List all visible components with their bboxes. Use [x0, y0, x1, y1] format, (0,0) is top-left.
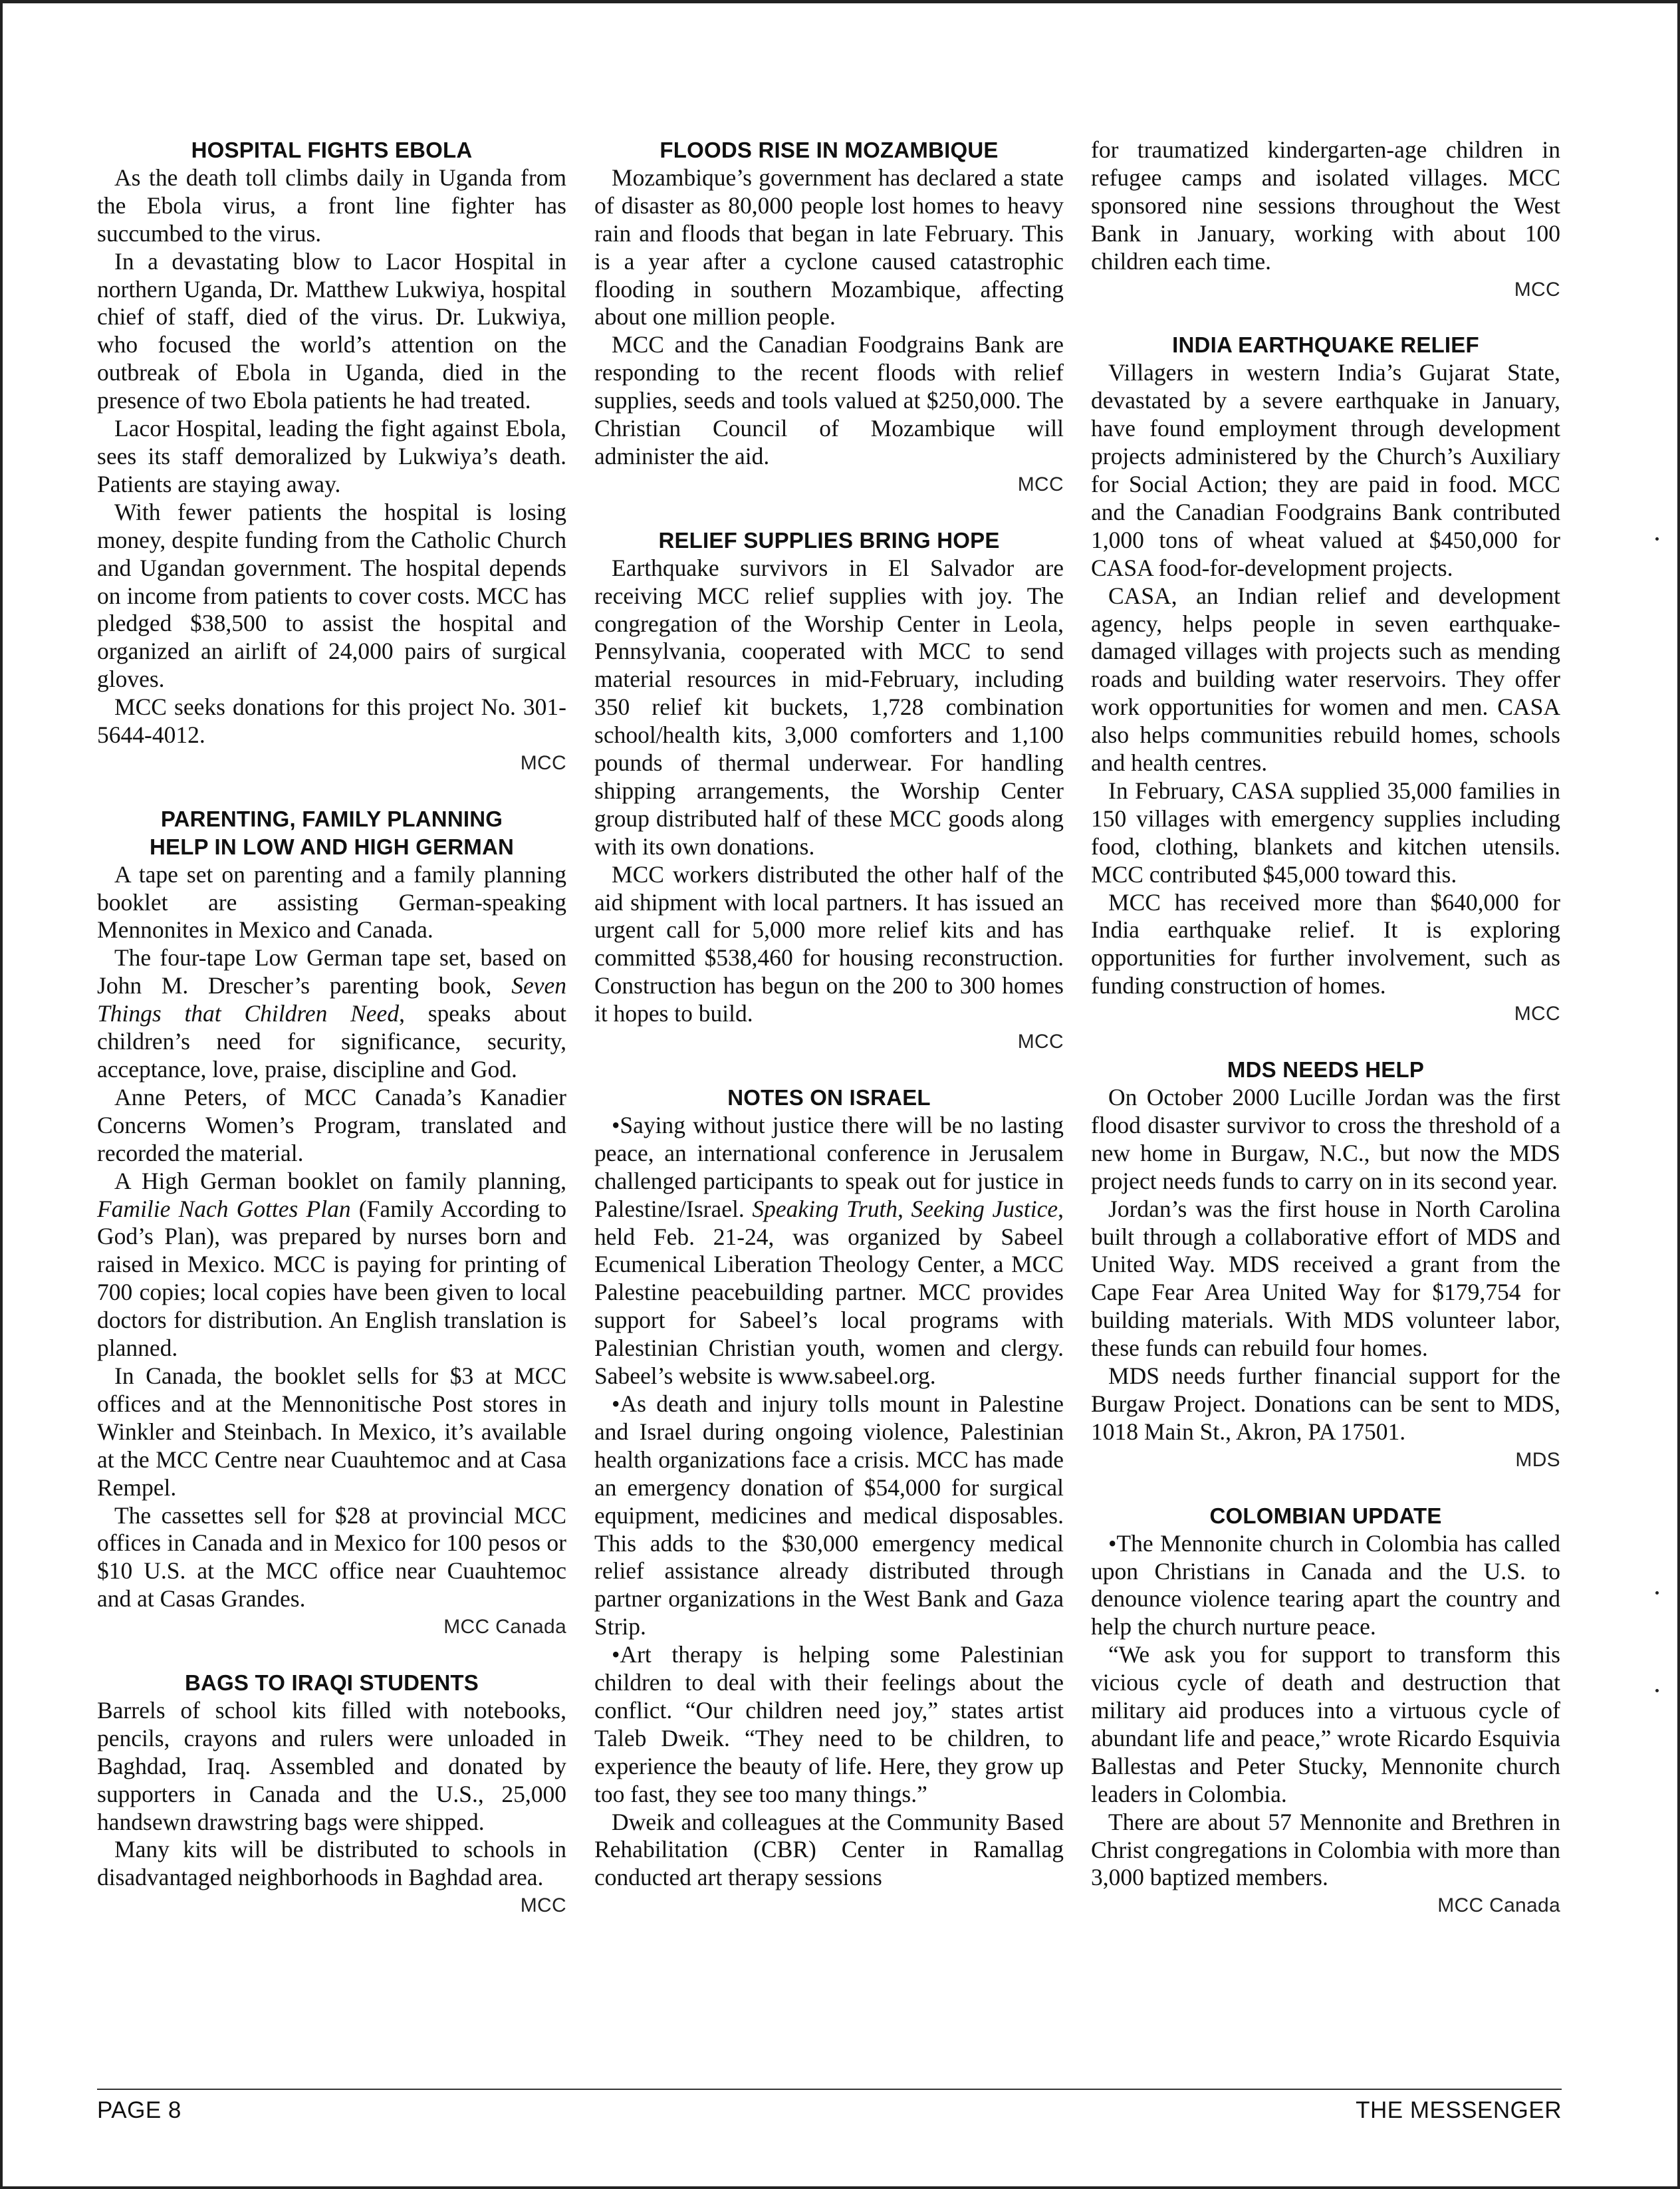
paragraph: With fewer patients the hospital is losing money, despite funding from the Catholic Church and Ugandan government. The hospital depends on income from patients to cover costs. MCC has pledged $38,500 to assist the hospital and organized an airlift of 24,000 pairs of surgical gloves.	[97, 498, 566, 693]
paragraph: As the death toll climbs daily in Uganda from the Ebola virus, a front line fighter has succumbed to the virus.	[97, 164, 566, 247]
paragraph: Earthquake survivors in El Salvador are receiving MCC relief supplies with joy. The congregation of the Worship Center in Leola, Pennsylvania, cooperated with MCC to send material resources in mid-February, including 350 relief kit buckets, 1,728 combination school/health kits, 3,000 comforters and 1,100 pounds of thermal underwear. For handling shipping arrangements, the Worship Center group distributed half of these MCC goods along with its own donations.	[594, 554, 1064, 860]
paragraph: Many kits will be distributed to schools in disadvantaged neighborhoods in Baghdad area.	[97, 1836, 566, 1891]
credit-line: MCC	[520, 751, 566, 774]
paragraph: for traumatized kindergarten-age children in refugee camps and isolated villages. MCC sponsored nine sessions throughout the West Bank in January, working with about 100 children each time.	[1091, 136, 1560, 275]
paragraph: •The Mennonite church in Colombia has called upon Christians in Canada and the U.S. to denounce violence tearing apart the country and help the church nurture peace.	[1091, 1529, 1560, 1640]
paragraph: In a devastating blow to Lacor Hospital in northern Uganda, Dr. Matthew Lukwiya, hospital chief of staff, died of the virus. Dr. Lukwiya, who focused the world’s attention on the outbreak of Ebola in Uganda, died in the presence of two Ebola patients he had treated.	[97, 247, 566, 414]
article-relief-supplies-bring-hope	[594, 527, 1064, 1056]
credit-line: MDS	[1515, 1448, 1560, 1471]
headline: FLOODS RISE IN MOZAMBIQUE	[660, 138, 999, 162]
headline: INDIA EARTHQUAKE RELIEF	[1172, 332, 1479, 358]
credit-line: MCC	[1514, 278, 1560, 301]
paragraph: On October 2000 Lucille Jordan was the first flood disaster survivor to cross the threshold of a new home in Burgaw, N.C., but now the MDS project needs funds to carry on in its second year.	[1091, 1084, 1560, 1194]
paragraph: Villagers in western India’s Gujarat State, devastated by a severe earthquake in January, have found employment through development projects administered by the Church’s Auxiliary for Social Action; they are paid in food. MCC and the Canadian Foodgrains Bank contributed 1,000 tons of wheat valued at $450,000 for CASA food-for-development projects.	[1091, 359, 1560, 581]
credit-line: MCC	[520, 1894, 566, 1917]
article-colombian-update	[1091, 1502, 1560, 1920]
paragraph: •Saying without justice there will be no lasting peace, an international conference in Jerusalem challenged participants to speak out for justice in Palestine/Israel. Speaking Truth, Seeking Justice, held Feb. 21-24, was organized by Sabeel Ecumenical Liberation Theology Center, a MCC Palestine peacebuilding partner. MCC provides support for Sabeel’s local programs with Palestinian Christian youth, women and clergy. Sabeel’s website is www.sabeel.org.	[594, 1111, 1064, 1390]
credit-line: MCC	[1514, 1003, 1560, 1025]
paragraph: The four-tape Low German tape set, based on John M. Drescher’s parenting book, Seven Things that Children Need, speaks about children’s need for significance, security, acceptance, love, praise, discipline and God.	[97, 944, 567, 1083]
paragraph: •As death and injury tolls mount in Palestine and Israel during ongoing violence, Palestinian health organizations face a crisis. MCC has made an emergency donation of $54,000 for surgical equipment, medicines and medical disposables. This adds to the $30,000 emergency medical relief assistance already distributed through partner organizations in the West Bank and Gaza Strip.	[594, 1390, 1064, 1640]
paragraph: •Art therapy is helping some Palestinian children to deal with their feelings about the conflict. “Our children need joy,” states artist Taleb Dweik. “They need to be children, to experience the beauty of life. Here, they grow up too fast, they see too many things.”	[594, 1641, 1064, 1807]
article-india-earthquake-relief	[1091, 331, 1560, 1028]
italic-title: Familie Nach Gottes Plan	[97, 1195, 351, 1222]
headline-line: HELP IN LOW AND HIGH GERMAN	[149, 834, 515, 859]
column-1	[97, 136, 566, 1920]
paragraph: There are about 57 Mennonite and Brethren in Christ congregations in Colombia with more than 3,000 baptized members.	[1091, 1808, 1560, 1891]
article-notes-on-israel-continued	[1091, 136, 1560, 303]
paragraph: Anne Peters, of MCC Canada’s Kanadier Concerns Women’s Program, translated and recorded the material.	[97, 1083, 566, 1166]
column-3	[1091, 136, 1560, 1920]
credit-line: MCC Canada	[1437, 1894, 1560, 1917]
article-notes-on-israel	[594, 1084, 1064, 1892]
page-number: PAGE 8	[97, 2097, 181, 2123]
article-bags-to-iraqi-students	[97, 1669, 566, 1920]
paragraph: The cassettes sell for $28 at provincial MCC offices in Canada and in Mexico for 100 pesos or $10 U.S. at the MCC office near Cuauhtemoc and at Casas Grandes.	[97, 1501, 566, 1612]
headline: MDS NEEDS HELP	[1227, 1057, 1425, 1083]
paragraph: CASA, an Indian relief and development agency, helps people in seven earthquake-damaged villages with projects such as mending roads and building water reservoirs. They offer work opportunities for women and men. CASA also helps communities rebuild homes, schools and health centres.	[1091, 582, 1560, 777]
paragraph: A tape set on parenting and a family planning booklet are assisting German-speaking Mennonites in Mexico and Canada.	[97, 860, 566, 944]
paragraph: A High German booklet on family planning, Familie Nach Gottes Plan (Family According to God’s Plan), was prepared by nurses born and raised in Mexico. MCC is paying for printing of 700 copies; local copies have been given to local doctors for distribution. An English translation is planned.	[97, 1167, 566, 1362]
paragraph: Dweik and colleagues at the Community Based Rehabilitation (CBR) Center in Ramallag conducted art therapy sessions	[594, 1808, 1064, 1891]
headline: RELIEF SUPPLIES BRING HOPE	[658, 527, 1000, 553]
paragraph: Jordan’s was the first house in North Carolina built through a collaborative effort of MDS and United Way. MDS received a grant from the Cape Fear Area United Way for $179,754 for building materials. With MDS volunteer labor, these funds can rebuild four homes.	[1091, 1195, 1560, 1362]
scan-speck	[1655, 1689, 1659, 1692]
credit-line: MCC Canada	[443, 1616, 566, 1638]
article-parenting-family-planning	[97, 805, 566, 1641]
headline-line: PARENTING, FAMILY PLANNING	[160, 806, 503, 831]
paragraph: MDS needs further financial support for the Burgaw Project. Donations can be sent to MDS, 1018 Main St., Akron, PA 17501.	[1091, 1362, 1560, 1445]
headline: BAGS TO IRAQI STUDENTS	[185, 1670, 479, 1696]
italic-title: Speaking Truth, Seeking Justice	[752, 1195, 1058, 1222]
article-hospital-fights-ebola	[97, 136, 566, 777]
column-2	[594, 136, 1064, 1892]
footer-rule	[97, 2089, 1562, 2090]
paragraph: In February, CASA supplied 35,000 families in 150 villages with emergency supplies including food, clothing, blankets and kitchen utensils. MCC contributed $45,000 toward this.	[1091, 777, 1560, 888]
paragraph: Barrels of school kits filled with notebooks, pencils, crayons and rulers were unloaded in Baghdad, Iraq. Assembled and donated by supporters in Canada and the U.S., 25,000 handsewn drawstring bags were shipped.	[97, 1696, 566, 1835]
paragraph: MCC seeks donations for this project No. 301-5644-4012.	[97, 694, 566, 749]
paragraph: Mozambique’s government has declared a state of disaster as 80,000 people lost homes to heavy rain and floods that began in late February. This is a year after a cyclone caused catastrophic flooding in southern Mozambique, affecting about one million people.	[594, 164, 1064, 330]
headline	[97, 805, 566, 861]
article-floods-rise-in-mozambique	[594, 136, 1064, 499]
paragraph: “We ask you for support to transform this vicious cycle of death and destruction that military aid produces into a virtuous cycle of abundant life and peace,” wrote Ricardo Esquivia Ballestas and Peter Stucky, Mennonite church leaders in Colombia.	[1091, 1641, 1560, 1807]
paragraph: MCC workers distributed the other half of the aid shipment with local partners. It has issued an urgent call for 5,000 more relief kits and has committed $538,460 for housing reconstruction. Construction has begun on the 200 to 300 homes it hopes to build.	[594, 860, 1064, 1027]
italic-title: Seven Things that Children Need	[97, 972, 566, 1027]
paragraph: Lacor Hospital, leading the fight against Ebola, sees its staff demoralized by Lukwiya’s death. Patients are staying away.	[97, 415, 566, 497]
publication-name: THE MESSENGER	[1356, 2097, 1562, 2123]
credit-line: MCC	[1017, 473, 1064, 495]
paragraph: In Canada, the booklet sells for $3 at MCC offices and at the Mennonitische Post stores in Winkler and Steinbach. In Mexico, it’s available at the MCC Centre near Cuauhtemoc and at Casa Rempel.	[97, 1362, 566, 1501]
headline: NOTES ON ISRAEL	[727, 1085, 931, 1110]
paragraph: MCC has received more than $640,000 for India earthquake relief. It is exploring opportunities for further involvement, such as funding construction of homes.	[1091, 888, 1560, 999]
scan-speck	[1655, 537, 1659, 541]
article-mds-needs-help	[1091, 1056, 1560, 1474]
headline: HOSPITAL FIGHTS EBOLA	[191, 138, 473, 162]
scan-speck	[1655, 1591, 1659, 1595]
paragraph: MCC and the Canadian Foodgrains Bank are responding to the recent floods with relief supplies, seeds and tools valued at $250,000. The Christian Council of Mozambique will administer the aid.	[594, 331, 1064, 469]
headline: COLOMBIAN UPDATE	[1209, 1503, 1442, 1528]
credit-line: MCC	[1017, 1031, 1064, 1053]
